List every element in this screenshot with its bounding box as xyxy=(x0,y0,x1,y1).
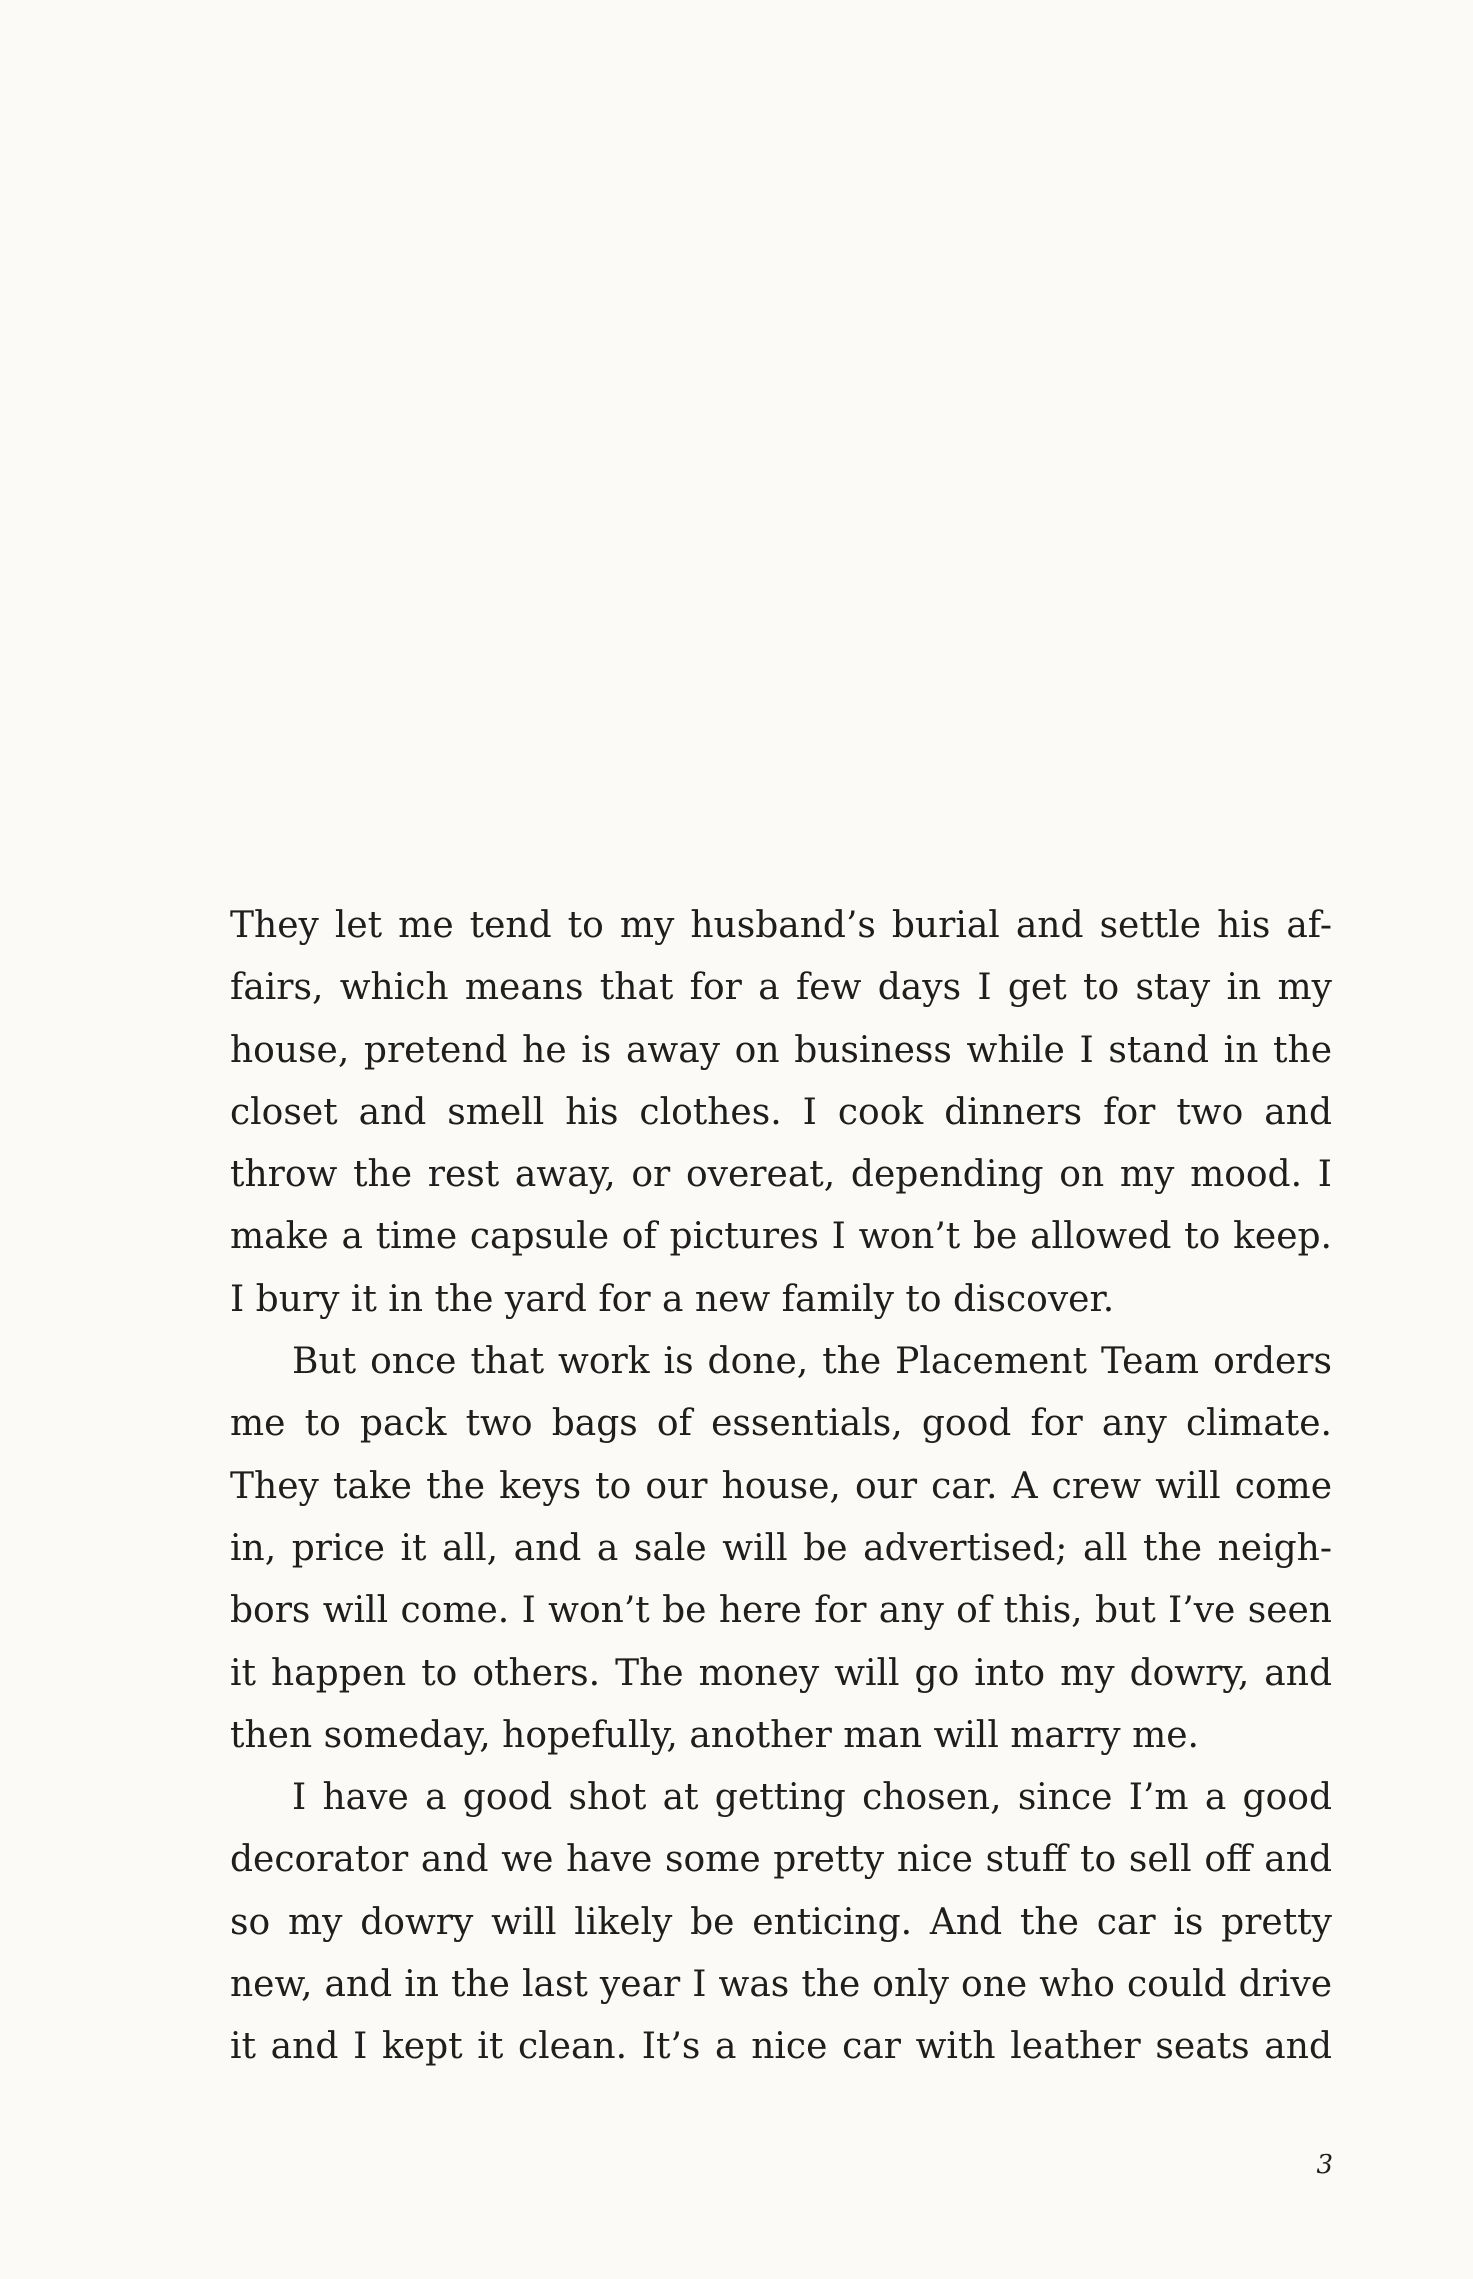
text-line: decorator and we have some pretty nice stuff to sell off and xyxy=(230,1839,1332,1881)
text-line: in, price it all, and a sale will be advertised; all the neigh- xyxy=(230,1527,1332,1569)
text-line: so my dowry will likely be enticing. And the car is pretty xyxy=(230,1901,1332,1943)
text-line: I have a good shot at getting chosen, since I’m a good xyxy=(292,1777,1332,1819)
page-number: 3 xyxy=(1316,2150,1333,2180)
text-line: fairs, which means that for a few days I get to stay in my xyxy=(230,967,1332,1009)
text-line: They take the keys to our house, our car. A crew will come xyxy=(230,1465,1332,1507)
text-line: new, and in the last year I was the only one who could drive xyxy=(230,1964,1332,2006)
text-line: it and I kept it clean. It’s a nice car with leather seats and xyxy=(230,2026,1332,2068)
text-line: bors will come. I won’t be here for any of this, but I’ve seen xyxy=(230,1590,1332,1632)
text-line: But once that work is done, the Placement Team orders xyxy=(292,1341,1332,1383)
text-line: me to pack two bags of essentials, good for any climate. xyxy=(230,1403,1332,1445)
text-line: then someday, hopefully, another man will marry me. xyxy=(230,1714,1199,1756)
text-line: house, pretend he is away on business while I stand in the xyxy=(230,1029,1332,1071)
text-line: make a time capsule of pictures I won’t be allowed to keep. xyxy=(230,1216,1332,1258)
text-line: it happen to others. The money will go into my dowry, and xyxy=(230,1652,1332,1694)
text-line: They let me tend to my husband’s burial and settle his af- xyxy=(230,905,1332,946)
text-line: I bury it in the yard for a new family to discover. xyxy=(230,1278,1115,1320)
text-line: closet and smell his clothes. I cook dinners for two and xyxy=(230,1091,1332,1133)
body-text xyxy=(230,895,1332,2079)
text-line: throw the rest away, or overeat, depending on my mood. I xyxy=(230,1154,1332,1196)
